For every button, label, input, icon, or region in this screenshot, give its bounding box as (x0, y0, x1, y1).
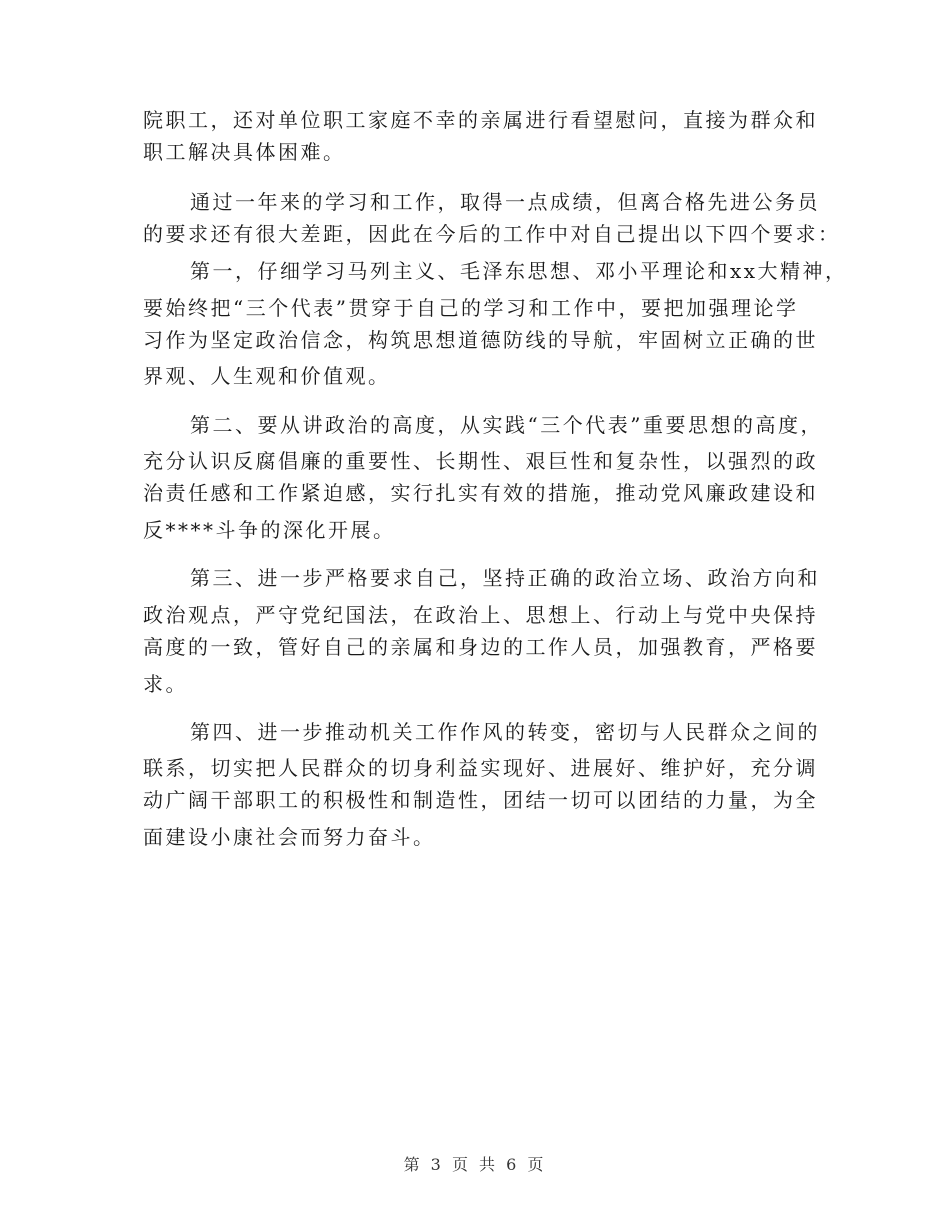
text-line: 动广阔干部职工的积极性和制造性，团结一切可以团结的力量，为全 (143, 788, 818, 812)
text-line: 求。 (143, 672, 188, 696)
paragraph-first-line: 第一，仔细学习马列主义、毛泽东思想、邓小平理论和xx大精神， (190, 259, 848, 283)
paragraph-first-line: 第二、要从讲政治的高度，从实践“三个代表”重要思想的高度， (190, 413, 823, 437)
text-line: 职工解决具体困难。 (143, 140, 346, 164)
page-number-footer: 第 3 页 共 6 页 (403, 1155, 547, 1174)
paragraph-first-line: 第四、进一步推动机关工作作风的转变，密切与人民群众之间的 (190, 720, 820, 744)
text-line: 充分认识反腐倡廉的重要性、长期性、艰巨性和复杂性，以强烈的政 (143, 449, 818, 473)
text-line: 面建设小康社会而努力奋斗。 (143, 825, 436, 849)
text-line: 治责任感和工作紧迫感，实行扎实有效的措施，推动党风廉政建设和 (143, 481, 818, 505)
paragraph-first-line: 第三、进一步严格要求自己，坚持正确的政治立场、政治方向和 (190, 566, 820, 590)
text-line: 政治观点，严守党纪国法，在政治上、思想上、行动上与党中央保持 (143, 603, 818, 627)
text-line: 院职工，还对单位职工家庭不幸的亲属进行看望慰问，直接为群众和 (143, 108, 818, 132)
text-line: 习作为坚定政治信念，构筑思想道德防线的导航，牢固树立正确的世 (143, 328, 818, 352)
text-line: 反****斗争的深化开展。 (143, 518, 396, 542)
paragraph-first-line: 通过一年来的学习和工作，取得一点成绩，但离合格先进公务员 (190, 190, 820, 214)
text-line: 的要求还有很大差距，因此在今后的工作中对自己提出以下四个要求： (143, 222, 841, 246)
text-line: 高度的一致，管好自己的亲属和身边的工作人员，加强教育，严格要 (143, 635, 818, 659)
text-line: 要始终把“三个代表”贯穿于自己的学习和工作中，要把加强理论学 (143, 296, 799, 320)
text-line: 联系，切实把人民群众的切身利益实现好、进展好、维护好，充分调 (143, 756, 818, 780)
text-line: 界观、人生观和价值观。 (143, 364, 391, 388)
